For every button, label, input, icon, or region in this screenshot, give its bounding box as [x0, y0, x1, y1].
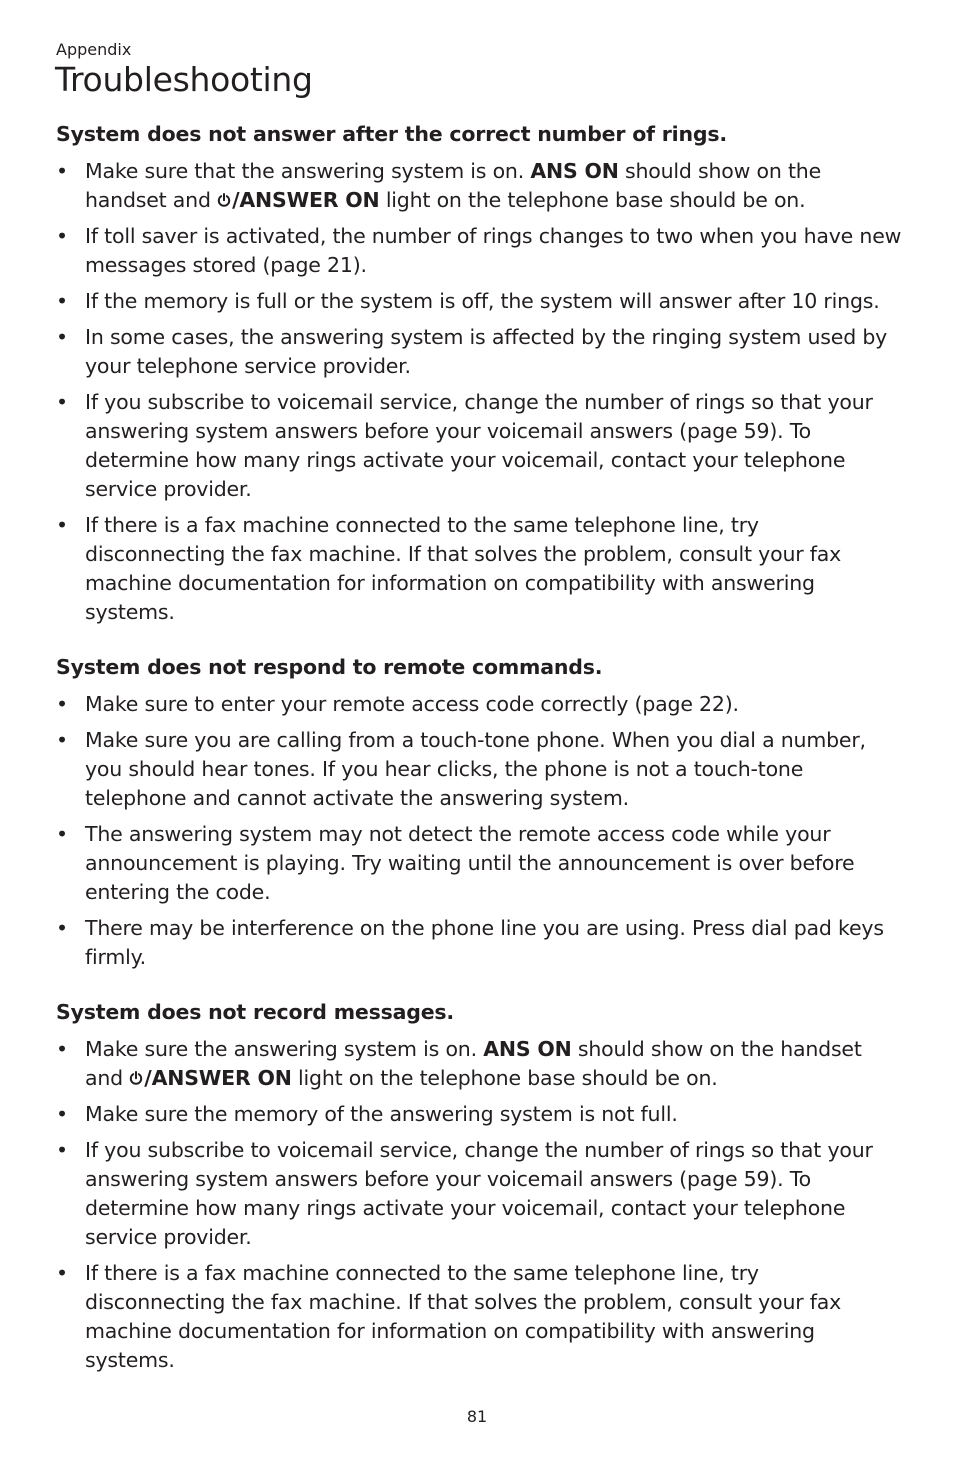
bullet-marker: • [56, 916, 68, 940]
item-text: If you subscribe to voicemail service, change the number of rings so that your answering system answers before your voicemail answers (page 59). To determine how many rings activate your voicemail, contact your telephone service provider. [85, 1138, 873, 1249]
troubleshooting-section [56, 120, 902, 627]
bullet-marker: • [56, 224, 68, 248]
bullet-marker: • [56, 325, 68, 349]
bullet-marker: • [56, 822, 68, 846]
item-text: Make sure the answering system is on. [85, 1037, 484, 1061]
list-item [56, 323, 902, 381]
list-item [56, 222, 902, 280]
bullet-marker: • [56, 1261, 68, 1285]
item-text: should show on the handset and [85, 1037, 862, 1090]
bullet-marker: • [56, 1138, 68, 1162]
item-text: light on the telephone base should be on. [291, 1066, 718, 1090]
bold-text: /ANSWER ON [232, 188, 380, 212]
list-item [56, 914, 902, 972]
bold-text: /ANSWER ON [144, 1066, 292, 1090]
bullet-marker: • [56, 390, 68, 414]
item-text: light on the telephone base should be on. [379, 188, 806, 212]
bullet-list [56, 157, 902, 627]
item-text: Make sure the memory of the answering system is not full. [85, 1102, 678, 1126]
list-item [56, 690, 902, 719]
list-item [56, 1100, 902, 1129]
troubleshooting-content [56, 120, 902, 1401]
item-text: Make sure you are calling from a touch-tone phone. When you dial a number, you should hear tones. If you hear clicks, the phone is not a touch-tone telephone and cannot activate the answering system. [85, 728, 866, 810]
bullet-marker: • [56, 289, 68, 313]
list-item [56, 511, 902, 627]
list-item [56, 157, 902, 215]
list-item [56, 1035, 902, 1093]
bold-text: ANS ON [483, 1037, 572, 1061]
list-item [56, 1259, 902, 1375]
item-text: should show on the handset and [85, 159, 822, 212]
list-item [56, 726, 902, 813]
list-item [56, 388, 902, 504]
list-item [56, 287, 902, 316]
item-text: There may be interference on the phone line you are using. Press dial pad keys firmly. [85, 916, 884, 969]
item-text: Make sure to enter your remote access code correctly (page 22). [85, 692, 739, 716]
list-item [56, 1136, 902, 1252]
section-heading: System does not respond to remote commands. [56, 655, 603, 679]
bullet-marker: • [56, 1102, 68, 1126]
bullet-list [56, 1035, 902, 1375]
item-text: If the memory is full or the system is off, the system will answer after 10 rings. [85, 289, 880, 313]
bullet-marker: • [56, 513, 68, 537]
item-text: If you subscribe to voicemail service, change the number of rings so that your answering system answers before your voicemail answers (page 59). To determine how many rings activate your voicemail, contact your telephone service provider. [85, 390, 873, 501]
page-number: 81 [466, 1407, 488, 1426]
item-text: If toll saver is activated, the number of rings changes to two when you have new messages stored (page 21). [85, 224, 902, 277]
item-text: If there is a fax machine connected to the same telephone line, try disconnecting the fax machine. If that solves the problem, consult your fax machine documentation for information on compatibility with answering systems. [85, 1261, 842, 1372]
item-text: Make sure that the answering system is on. [85, 159, 531, 183]
bullet-marker: • [56, 159, 68, 183]
item-text: The answering system may not detect the remote access code while your announcement is playing. Try waiting until the announcement is over before entering the code. [85, 822, 855, 904]
bold-text: ANS ON [530, 159, 619, 183]
power-icon [217, 193, 231, 208]
bullet-marker: • [56, 1037, 68, 1061]
troubleshooting-section [56, 998, 902, 1375]
bullet-list [56, 690, 902, 972]
item-text: If there is a fax machine connected to the same telephone line, try disconnecting the fax machine. If that solves the problem, consult your fax machine documentation for information on compatibility with answering systems. [85, 513, 842, 624]
power-icon [129, 1071, 143, 1086]
bullet-marker: • [56, 692, 68, 716]
bullet-marker: • [56, 728, 68, 752]
section-heading: System does not record messages. [56, 1000, 454, 1024]
section-heading: System does not answer after the correct number of rings. [56, 122, 727, 146]
troubleshooting-section [56, 653, 902, 972]
breadcrumb: Appendix [56, 40, 132, 59]
page-title: Troubleshooting [55, 60, 313, 99]
list-item [56, 820, 902, 907]
item-text: In some cases, the answering system is affected by the ringing system used by your telephone service provider. [85, 325, 888, 378]
